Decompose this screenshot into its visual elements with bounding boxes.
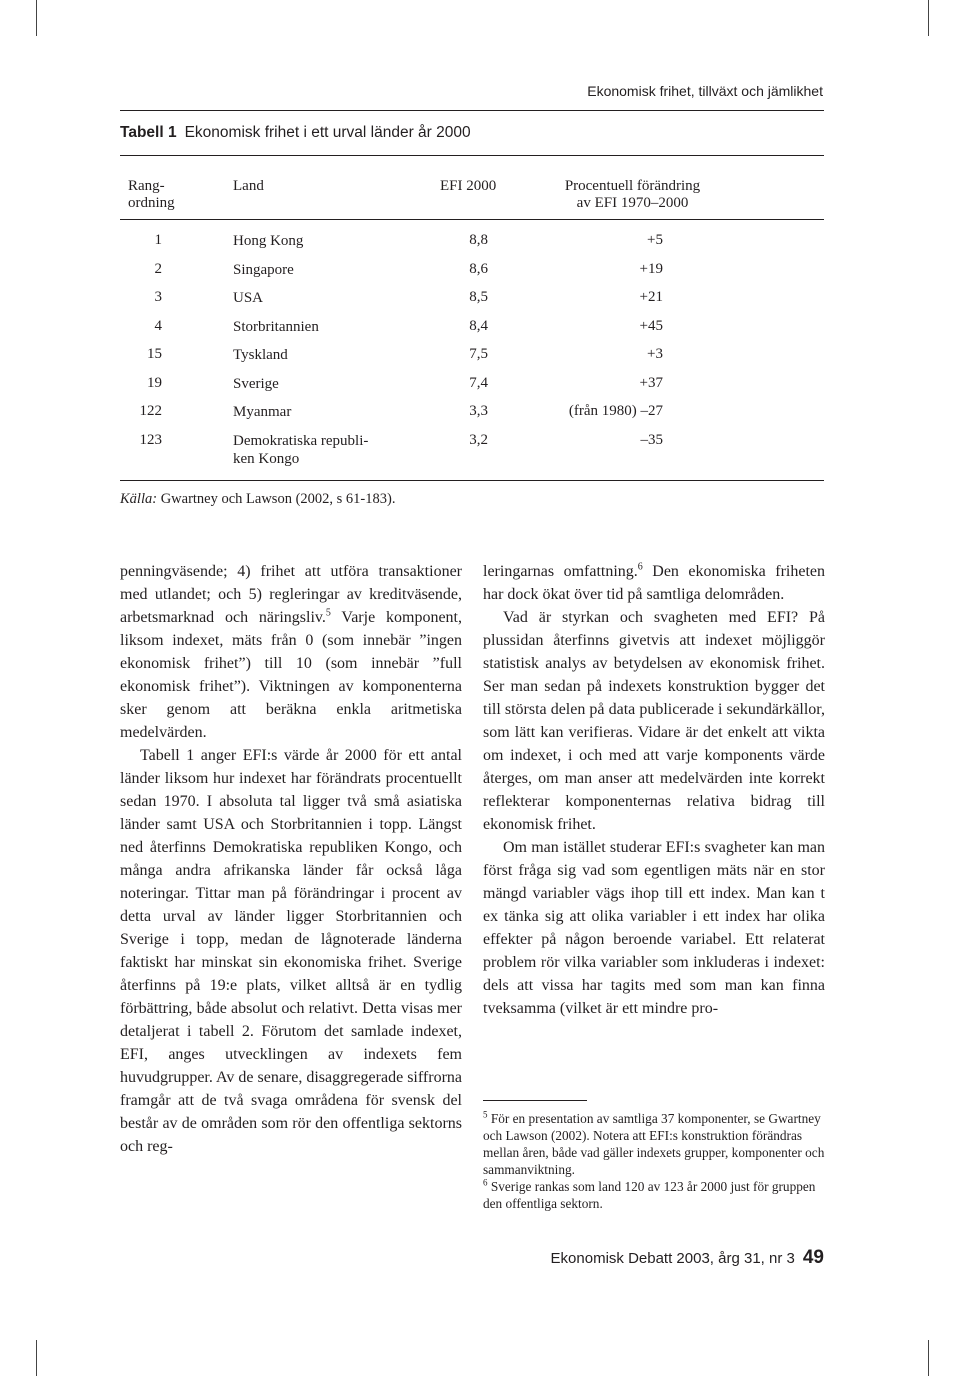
table-title-text: Ekonomisk frihet i ett urval länder år 2000	[184, 124, 471, 141]
cell-land-line1: Demokratiska republi-	[233, 433, 369, 449]
footnote	[483, 1178, 825, 1212]
table-top-rule	[120, 155, 824, 156]
crop-mark-top-right	[928, 0, 929, 36]
right-column	[483, 560, 825, 1020]
source-label: Källa:	[120, 491, 158, 507]
folio	[551, 1247, 824, 1269]
paragraph-text: penningväsende; 4) frihet att utföra transaktioner med utlandet; och 5) regleringar av kreditväsende, arbetsmarknad och näringsliv.	[120, 563, 462, 626]
footnote-text: För en presentation av samtliga 37 komponenter, se Gwartney och Lawson (2002). Notera att EFI:s konstruktion förändras mellan åren, både vad gäller indexets grupper, komponenter och sammanviktning.	[483, 1111, 825, 1177]
cell-change: –35	[640, 432, 663, 448]
header-efi: EFI 2000	[440, 178, 497, 194]
cell-efi: 7,4	[469, 375, 488, 391]
cell-land: Tyskland	[233, 347, 288, 363]
cell-efi: 8,5	[469, 289, 488, 305]
source-text: Gwartney och Lawson (2002, s 61-183).	[157, 491, 396, 507]
cell-rank: 4	[154, 318, 162, 334]
footnote	[483, 1110, 825, 1178]
cell-land: Singapore	[233, 262, 294, 278]
crop-mark-bottom-left	[36, 1340, 37, 1376]
cell-land: Myanmar	[233, 404, 292, 420]
table-row	[0, 318, 960, 346]
table-row	[0, 289, 960, 317]
table-bottom-rule	[120, 480, 824, 481]
footnote-number: 5	[483, 1109, 488, 1120]
cell-rank: 122	[139, 403, 162, 419]
header-rule	[120, 110, 824, 111]
cell-efi: 8,4	[469, 318, 488, 334]
paragraph	[483, 560, 825, 606]
cell-change: +19	[639, 261, 663, 277]
paragraph-text: leringarnas omfattning.	[483, 563, 638, 580]
cell-land	[233, 432, 368, 468]
paragraph	[120, 560, 462, 744]
paragraph-text: Den ekonomiska friheten har dock ökat över tid på samtliga delområden.	[483, 563, 825, 603]
footnote-text: Sverige rankas som land 120 av 123 år 2000 just för gruppen den offentliga sektorn.	[483, 1179, 816, 1211]
cell-change: +5	[647, 232, 663, 248]
header-change-line2: av EFI 1970–2000	[576, 195, 689, 211]
cell-efi: 8,8	[469, 232, 488, 248]
cell-land-line2: ken Kongo	[233, 451, 300, 467]
cell-land: Sverige	[233, 376, 279, 392]
cell-change: +21	[639, 289, 663, 305]
paragraph-text: Varje komponent, liksom indexet, mäts från 0 (som innebär ”ingen ekonomisk frihet”) till 10 (som innebär ”full ekonomisk frihet”). Viktningen av komponenterna sker genom att beräkna enkla aritmetiska medelvärden.	[120, 609, 462, 741]
cell-change: (från 1980) –27	[568, 403, 663, 419]
footnotes	[483, 1110, 825, 1212]
left-column	[120, 560, 462, 1158]
cell-land: USA	[233, 290, 264, 306]
table-title	[120, 124, 471, 142]
cell-rank: 1	[154, 232, 162, 248]
cell-rank: 19	[147, 375, 162, 391]
table-row	[0, 375, 960, 403]
table-row	[0, 261, 960, 289]
table-row	[0, 403, 960, 431]
cell-efi: 8,6	[469, 261, 488, 277]
table-label: Tabell 1	[120, 124, 177, 141]
table-row	[0, 432, 960, 472]
paragraph: Tabell 1 anger EFI:s värde år 2000 för ett antal länder liksom hur indexet har förändrats procentuellt sedan 1970. I absoluta tal ligger två små asiatiska länder samt USA och Storbritannien i topp. Längst ned återfinns Demokratiska republiken Kongo, och många andra afrikanska länder får också låga noteringar. Tittar man på förändringar i procent av detta urval av länder ligger Storbritannien och Sverige i topp, medan de lågnoterade länderna faktiskt har minskat sin ekonomiska frihet. Sverige återfinns på 19:e plats, vilket alltså är en tydlig förbättring, både absolut och relativt. Detta visas mer detaljerat i tabell 2. Förutom det samlade indexet, EFI, anges utvecklingen av indexets fem huvudgrupper. Av de senare, disaggregerade siffrorna framgår att de två svaga områdena för svensk del består av de områden som rör den offentliga sektorns och reg-	[120, 747, 462, 1155]
table-header-rule	[120, 219, 824, 220]
table-row	[0, 232, 960, 260]
cell-efi: 3,3	[469, 403, 488, 419]
paragraph: Om man istället studerar EFI:s svagheter kan man först fråga sig vad som egentligen mäts när en stor mängd variabler vägs ihop till ett index. Man kan t ex tänka sig att olika variabler i ett index har olika effekter på någon beroende variabel. Ett relaterat problem rör vilka variabler som inkluderas i indexet: dels att vissa har tagits med som man kan finna tveksamma (vilket är ett mindre pro-	[483, 839, 825, 1017]
header-change-line1: Procentuell förändring	[564, 178, 701, 194]
cell-change: +3	[647, 346, 663, 362]
cell-rank: 3	[154, 289, 162, 305]
cell-efi: 7,5	[469, 346, 488, 362]
paragraph: Vad är styrkan och svagheten med EFI? På plussidan återfinns givetvis att indexet möjliggör statistisk analys av betydelsen av ekonomisk frihet. Ser man sedan på indexets konstruktion bygger det till största delen på data publicerade i sekundärkällor, som lätt kan verifieras. Vidare är det enkelt att vikta om indexet, i och med att varje komponents värde återges, om man anser att medelvärden inte korrekt reflekterar komponenternas relativa bidrag till ekonomisk frihet.	[483, 609, 825, 833]
table-row	[0, 346, 960, 374]
header-change	[520, 178, 745, 212]
cell-efi: 3,2	[469, 432, 488, 448]
cell-rank: 15	[147, 346, 162, 362]
cell-change: +37	[639, 375, 663, 391]
header-land: Land	[233, 178, 264, 194]
header-rank-line1: Rang-	[128, 178, 165, 194]
crop-mark-bottom-right	[928, 1340, 929, 1376]
cell-change: +45	[639, 318, 663, 334]
footnote-rule	[483, 1100, 587, 1101]
footnote-ref: 6	[637, 561, 643, 573]
crop-mark-top-left	[36, 0, 37, 36]
running-head: Ekonomisk frihet, tillväxt och jämlikhet	[587, 83, 823, 99]
footnote-number: 6	[483, 1177, 488, 1188]
cell-rank: 123	[139, 432, 162, 448]
header-rank	[128, 178, 175, 212]
page-number: 49	[802, 1247, 824, 1268]
cell-rank: 2	[154, 261, 162, 277]
table-source	[120, 491, 395, 508]
cell-land: Storbritannien	[233, 319, 319, 335]
header-rank-line2: ordning	[128, 195, 175, 211]
cell-land: Hong Kong	[233, 233, 304, 249]
journal-citation: Ekonomisk Debatt 2003, årg 31, nr 3	[550, 1250, 795, 1267]
footnote-ref: 5	[325, 607, 331, 619]
